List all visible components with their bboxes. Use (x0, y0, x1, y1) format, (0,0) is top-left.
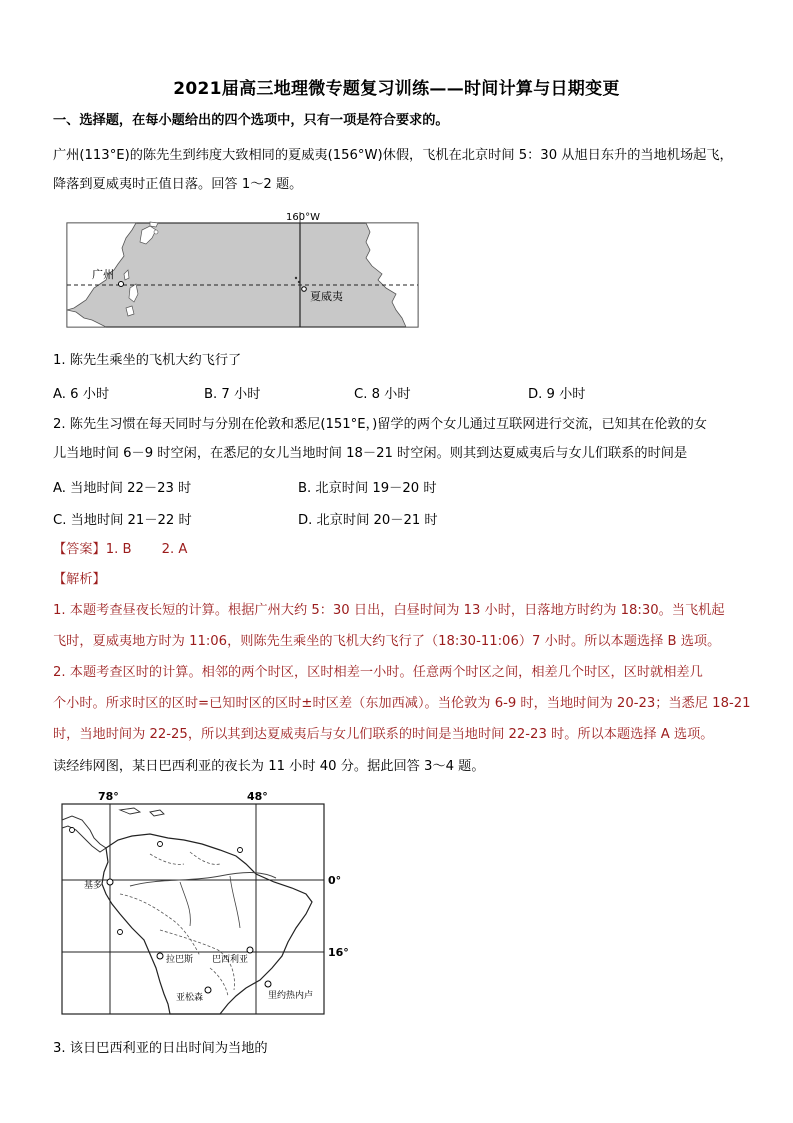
intro-1-line-2: 降落到夏威夷时正值日落。回答 1～2 题。 (53, 177, 303, 192)
map2-label-brasilia: 巴西利亚 (212, 955, 249, 965)
answer-row (53, 541, 753, 559)
analysis-1-line-1: 1. 本题考查昼夜长短的计算。根据广州大约 5：30 日出，白昼时间为 13 小时，日落地方时约为 18:30。当飞机起 (53, 603, 725, 618)
q3-stem: 3. 该日巴西利亚的日出时间为当地的 (53, 1041, 268, 1056)
map1-meridian-label: 160°W (286, 212, 320, 223)
answer-label: 【答案】 (53, 542, 106, 557)
q2-option-d[interactable]: D. 北京时间 20－21 时 (298, 513, 438, 528)
map2-lat-0: 0° (328, 874, 342, 887)
map2-lon-48: 48° (247, 790, 268, 803)
map2-label-lapasi: 拉巴斯 (166, 955, 194, 965)
map2-label-jiduo: 基多 (84, 881, 103, 891)
answer-1: 1. B (105, 542, 132, 557)
map2-lat-16: 16° (328, 946, 349, 959)
analysis-2-line-3: 时，当地时间为 22-25，所以其到达夏威夷后与女儿们联系的时间是当地时间 22-23 时。所以本题选择 A 选项。 (53, 727, 714, 742)
map2-label-yasongsen: 亚松森 (176, 993, 204, 1003)
map2-lon-78: 78° (98, 790, 119, 803)
south-america-map-figure (60, 790, 360, 1018)
map1-label-hawaii: 夏威夷 (310, 290, 343, 303)
pacific-map-figure (66, 208, 420, 330)
intro-1-line-1: 广州(113°E)的陈先生到纬度大致相同的夏威夷(156°W)休假，飞机在北京时间 5：30 从旭日东升的当地机场起飞， (53, 148, 733, 163)
q2-stem-line-2: 儿当地时间 6－9 时空闲，在悉尼的女儿当地时间 18－21 时空闲。则其到达夏威夷后与女儿们联系的时间是 (53, 446, 688, 461)
q1-option-c[interactable]: C. 8 小时 (354, 387, 411, 402)
q2-option-a[interactable]: A. 当地时间 22－23 时 (53, 481, 192, 496)
map2-label-rio: 里约热内卢 (268, 991, 314, 1001)
analysis-2-line-2: 个小时。所求时区的区时=已知时区的区时±时区差（东加西减）。当伦敦为 6-9 时，当地时间为 20-23；当悉尼 18-21 (53, 696, 751, 711)
q1-option-a[interactable]: A. 6 小时 (53, 387, 110, 402)
analysis-label: 【解析】 (53, 572, 106, 587)
pacific-map (66, 208, 420, 334)
answer-2: 2. A (161, 542, 188, 557)
document-title: 2021届高三地理微专题复习训练——时间计算与日期变更 (173, 79, 620, 99)
intro-2: 读经纬网图，某日巴西利亚的夜长为 11 小时 40 分。据此回答 3～4 题。 (53, 759, 485, 774)
q2-stem-line-1: 2. 陈先生习惯在每天同时与分别在伦敦和悉尼(151°E，)留学的两个女儿通过互联网进行交流，已知其在伦敦的女 (53, 417, 707, 432)
map1-label-guangzhou: 广州 (92, 268, 114, 281)
south-america-map (60, 790, 360, 1022)
section-heading: 一、选择题，在每小题给出的四个选项中，只有一项是符合要求的。 (53, 113, 449, 128)
q2-option-b[interactable]: B. 北京时间 19－20 时 (298, 481, 437, 496)
analysis-1-line-2: 飞时，夏威夷地方时为 11:06，则陈先生乘坐的飞机大约飞行了（18:30-11:06）7 小时。所以本题选择 B 选项。 (53, 634, 721, 649)
q1-option-d[interactable]: D. 9 小时 (528, 387, 586, 402)
analysis-2-line-1: 2. 本题考查区时的计算。相邻的两个时区，区时相差一小时。任意两个时区之间，相差几个时区，区时就相差几 (53, 665, 703, 680)
q1-option-b[interactable]: B. 7 小时 (204, 387, 261, 402)
q1-stem: 1. 陈先生乘坐的飞机大约飞行了 (53, 353, 242, 368)
q2-option-c[interactable]: C. 当地时间 21－22 时 (53, 513, 192, 528)
